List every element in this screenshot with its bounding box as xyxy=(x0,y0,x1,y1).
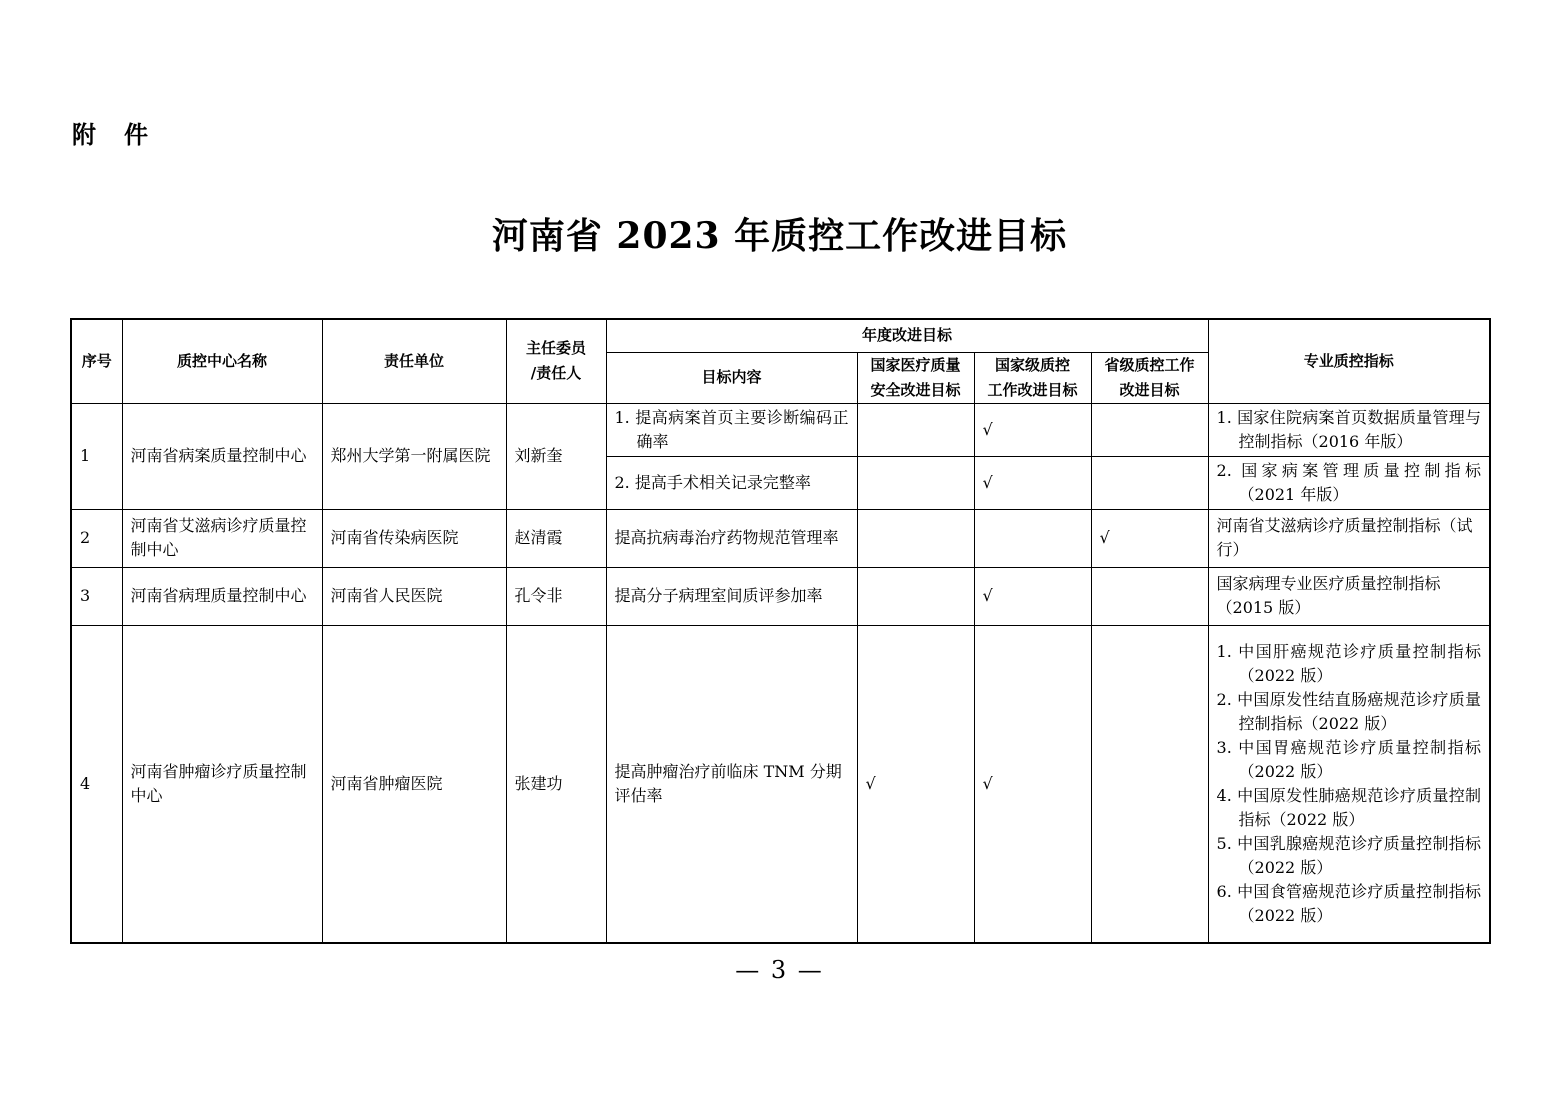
cell-goal xyxy=(606,403,857,456)
cell-unit: 河南省肿瘤医院 xyxy=(322,625,506,943)
cell-national-level xyxy=(974,509,1091,567)
quality-goals-table xyxy=(70,318,1491,944)
cell-national-level: √ xyxy=(974,403,1091,456)
header-person xyxy=(506,319,606,403)
indicator-item: 2. 中国原发性结直肠癌规范诊疗质量控制指标（2022 版） xyxy=(1216,689,1482,733)
cell-national-level: √ xyxy=(974,456,1091,509)
cell-seq: 1 xyxy=(71,403,122,509)
indicator-item: 6. 中国食管癌规范诊疗质量控制指标（2022 版） xyxy=(1216,881,1482,925)
cell-person: 刘新奎 xyxy=(506,403,606,509)
header-provincial-line2: 改进目标 xyxy=(1119,380,1180,399)
table-header-row-1 xyxy=(71,319,1490,352)
cell-person: 孔令非 xyxy=(506,567,606,625)
page-number: — 3 — xyxy=(735,956,824,984)
cell-national-level: √ xyxy=(974,567,1091,625)
cell-unit: 河南省人民医院 xyxy=(322,567,506,625)
cell-provincial xyxy=(1091,456,1208,509)
cell-person: 张建功 xyxy=(506,625,606,943)
attachment-label: 附 件 xyxy=(72,121,150,149)
cell-indicator xyxy=(1208,625,1490,943)
table-row xyxy=(71,625,1490,943)
header-unit: 责任单位 xyxy=(322,319,506,403)
indicator-item: 4. 中国原发性肺癌规范诊疗质量控制指标（2022 版） xyxy=(1216,785,1482,829)
cell-center: 河南省艾滋病诊疗质量控制中心 xyxy=(122,509,322,567)
header-annual-goals: 年度改进目标 xyxy=(606,319,1208,352)
cell-center: 河南省病案质量控制中心 xyxy=(122,403,322,509)
cell-provincial xyxy=(1091,403,1208,456)
cell-national-safety xyxy=(857,456,974,509)
cell-national-level: √ xyxy=(974,625,1091,943)
cell-indicator: 河南省艾滋病诊疗质量控制指标（试行） xyxy=(1208,509,1490,567)
table-row xyxy=(71,509,1490,567)
table-row xyxy=(71,403,1490,456)
header-national-level-line1: 国家级质控 xyxy=(994,355,1070,374)
indicator-item: 3. 中国胃癌规范诊疗质量控制指标（2022 版） xyxy=(1216,737,1482,781)
table-row xyxy=(71,567,1490,625)
cell-seq: 3 xyxy=(71,567,122,625)
cell-goal xyxy=(606,456,857,509)
cell-seq: 4 xyxy=(71,625,122,943)
header-provincial-line1: 省级质控工作 xyxy=(1104,355,1195,374)
header-person-line2: /责任人 xyxy=(530,364,582,383)
indicator-item: 1. 中国肝癌规范诊疗质量控制指标（2022 版） xyxy=(1216,641,1482,685)
cell-national-safety xyxy=(857,403,974,456)
header-indicators: 专业质控指标 xyxy=(1208,319,1490,403)
cell-provincial xyxy=(1091,567,1208,625)
cell-unit: 河南省传染病医院 xyxy=(322,509,506,567)
cell-provincial xyxy=(1091,625,1208,943)
document-title: 河南省 2023 年质控工作改进目标 xyxy=(491,215,1068,257)
cell-goal: 提高抗病毒治疗药物规范管理率 xyxy=(606,509,857,567)
header-person-line1: 主任委员 xyxy=(525,339,586,358)
cell-indicator xyxy=(1208,456,1490,509)
header-national-safety xyxy=(857,352,974,403)
header-national-level xyxy=(974,352,1091,403)
header-national-level-line2: 工作改进目标 xyxy=(987,380,1078,399)
goal-text: 1. 提高病案首页主要诊断编码正确率 xyxy=(614,407,849,451)
cell-unit: 郑州大学第一附属医院 xyxy=(322,403,506,509)
header-provincial xyxy=(1091,352,1208,403)
indicator-item: 5. 中国乳腺癌规范诊疗质量控制指标（2022 版） xyxy=(1216,833,1482,877)
cell-indicator xyxy=(1208,403,1490,456)
header-national-safety-line1: 国家医疗质量 xyxy=(870,355,961,374)
cell-center: 河南省肿瘤诊疗质量控制中心 xyxy=(122,625,322,943)
cell-goal: 提高肿瘤治疗前临床 TNM 分期评估率 xyxy=(606,625,857,943)
indicator-item: 2. 国家病案管理质量控制指标（2021 年版） xyxy=(1216,460,1482,504)
cell-center: 河南省病理质量控制中心 xyxy=(122,567,322,625)
cell-national-safety xyxy=(857,567,974,625)
cell-indicator: 国家病理专业医疗质量控制指标（2015 版） xyxy=(1208,567,1490,625)
header-national-safety-line2: 安全改进目标 xyxy=(870,380,961,399)
header-seq: 序号 xyxy=(71,319,122,403)
cell-national-safety: √ xyxy=(857,625,974,943)
cell-seq: 2 xyxy=(71,509,122,567)
cell-national-safety xyxy=(857,509,974,567)
cell-person: 赵清霞 xyxy=(506,509,606,567)
indicator-item: 1. 国家住院病案首页数据质量管理与控制指标（2016 年版） xyxy=(1216,407,1482,451)
cell-provincial: √ xyxy=(1091,509,1208,567)
cell-goal: 提高分子病理室间质评参加率 xyxy=(606,567,857,625)
header-center: 质控中心名称 xyxy=(122,319,322,403)
goal-text: 2. 提高手术相关记录完整率 xyxy=(614,472,811,492)
header-goal-content: 目标内容 xyxy=(606,352,857,403)
